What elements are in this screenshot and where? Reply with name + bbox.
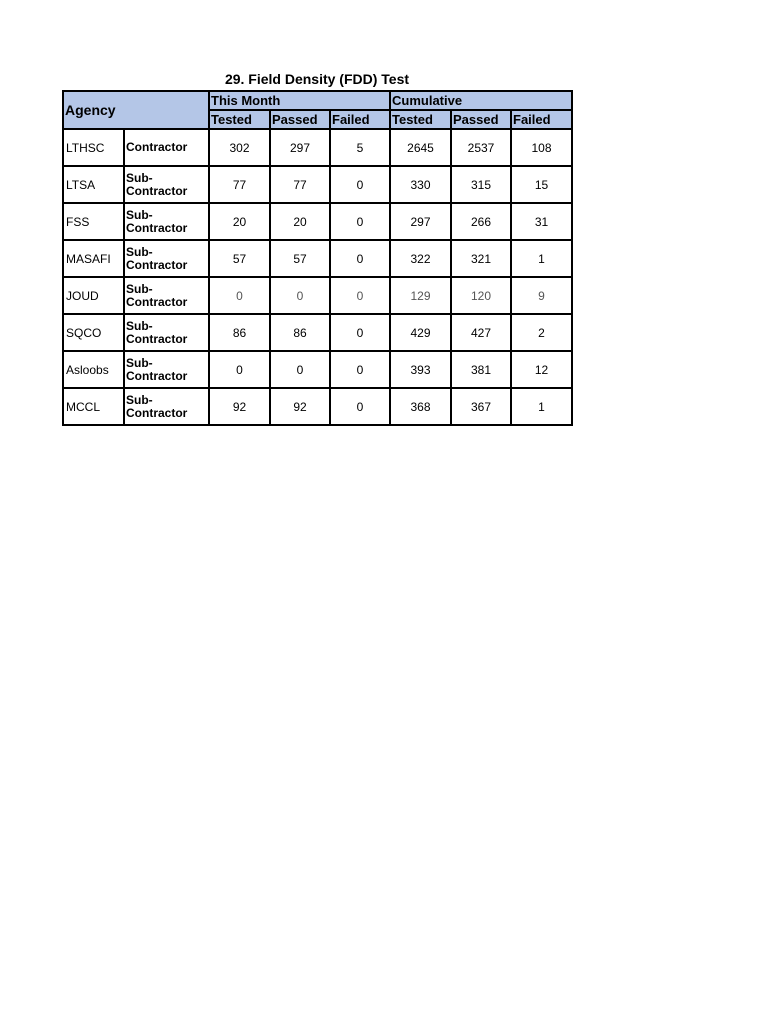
table-row bbox=[63, 240, 572, 277]
agency-cell: FSS bbox=[63, 203, 124, 240]
month-tested-cell: 77 bbox=[209, 166, 270, 203]
page-title: 29. Field Density (FDD) Test bbox=[224, 71, 410, 87]
role-cell: Sub-Contractor bbox=[124, 351, 209, 388]
month-failed-cell: 0 bbox=[330, 277, 390, 314]
cumulative-passed-header: Passed bbox=[451, 110, 511, 129]
role-cell: Contractor bbox=[124, 129, 209, 166]
cumulative-failed-cell: 1 bbox=[511, 388, 572, 425]
role-cell: Sub-Contractor bbox=[124, 277, 209, 314]
table-row bbox=[63, 388, 572, 425]
cumulative-failed-cell: 1 bbox=[511, 240, 572, 277]
month-tested-cell: 302 bbox=[209, 129, 270, 166]
cumulative-tested-cell: 368 bbox=[390, 388, 451, 425]
month-passed-cell: 0 bbox=[270, 351, 330, 388]
month-passed-cell: 57 bbox=[270, 240, 330, 277]
month-failed-cell: 5 bbox=[330, 129, 390, 166]
month-passed-cell: 20 bbox=[270, 203, 330, 240]
month-failed-cell: 0 bbox=[330, 166, 390, 203]
cumulative-tested-cell: 322 bbox=[390, 240, 451, 277]
role-cell: Sub-Contractor bbox=[124, 388, 209, 425]
agency-cell: MCCL bbox=[63, 388, 124, 425]
table-row bbox=[63, 203, 572, 240]
role-cell: Sub-Contractor bbox=[124, 203, 209, 240]
cumulative-tested-cell: 297 bbox=[390, 203, 451, 240]
cumulative-tested-cell: 129 bbox=[390, 277, 451, 314]
month-tested-header: Tested bbox=[209, 110, 270, 129]
month-tested-cell: 0 bbox=[209, 351, 270, 388]
cumulative-failed-cell: 108 bbox=[511, 129, 572, 166]
month-failed-header: Failed bbox=[330, 110, 390, 129]
cumulative-failed-cell: 31 bbox=[511, 203, 572, 240]
month-passed-cell: 92 bbox=[270, 388, 330, 425]
cumulative-failed-cell: 15 bbox=[511, 166, 572, 203]
role-cell: Sub-Contractor bbox=[124, 166, 209, 203]
table-row bbox=[63, 314, 572, 351]
this-month-header: This Month bbox=[209, 91, 390, 110]
table-row bbox=[63, 166, 572, 203]
cumulative-passed-cell: 381 bbox=[451, 351, 511, 388]
table-row bbox=[63, 277, 572, 314]
cumulative-tested-cell: 2645 bbox=[390, 129, 451, 166]
cumulative-failed-cell: 2 bbox=[511, 314, 572, 351]
cumulative-passed-cell: 266 bbox=[451, 203, 511, 240]
cumulative-passed-cell: 315 bbox=[451, 166, 511, 203]
month-failed-cell: 0 bbox=[330, 351, 390, 388]
agency-cell: MASAFI bbox=[63, 240, 124, 277]
month-failed-cell: 0 bbox=[330, 203, 390, 240]
month-passed-cell: 77 bbox=[270, 166, 330, 203]
cumulative-failed-cell: 9 bbox=[511, 277, 572, 314]
month-tested-cell: 0 bbox=[209, 277, 270, 314]
month-tested-cell: 20 bbox=[209, 203, 270, 240]
month-tested-cell: 92 bbox=[209, 388, 270, 425]
role-cell: Sub-Contractor bbox=[124, 240, 209, 277]
cumulative-tested-header: Tested bbox=[390, 110, 451, 129]
cumulative-passed-cell: 367 bbox=[451, 388, 511, 425]
cumulative-header: Cumulative bbox=[390, 91, 572, 110]
cumulative-failed-cell: 12 bbox=[511, 351, 572, 388]
agency-cell: Asloobs bbox=[63, 351, 124, 388]
cumulative-passed-cell: 321 bbox=[451, 240, 511, 277]
agency-cell: LTSA bbox=[63, 166, 124, 203]
fdd-test-table bbox=[62, 90, 573, 426]
cumulative-passed-cell: 120 bbox=[451, 277, 511, 314]
month-failed-cell: 0 bbox=[330, 388, 390, 425]
month-failed-cell: 0 bbox=[330, 240, 390, 277]
cumulative-passed-cell: 427 bbox=[451, 314, 511, 351]
month-failed-cell: 0 bbox=[330, 314, 390, 351]
cumulative-tested-cell: 429 bbox=[390, 314, 451, 351]
cumulative-failed-header: Failed bbox=[511, 110, 572, 129]
month-passed-cell: 0 bbox=[270, 277, 330, 314]
cumulative-passed-cell: 2537 bbox=[451, 129, 511, 166]
month-passed-cell: 86 bbox=[270, 314, 330, 351]
agency-header: Agency bbox=[63, 91, 209, 129]
cumulative-tested-cell: 393 bbox=[390, 351, 451, 388]
table-row bbox=[63, 351, 572, 388]
agency-cell: LTHSC bbox=[63, 129, 124, 166]
table-row bbox=[63, 129, 572, 166]
agency-cell: JOUD bbox=[63, 277, 124, 314]
agency-cell: SQCO bbox=[63, 314, 124, 351]
month-tested-cell: 57 bbox=[209, 240, 270, 277]
month-passed-header: Passed bbox=[270, 110, 330, 129]
month-tested-cell: 86 bbox=[209, 314, 270, 351]
role-cell: Sub-Contractor bbox=[124, 314, 209, 351]
cumulative-tested-cell: 330 bbox=[390, 166, 451, 203]
month-passed-cell: 297 bbox=[270, 129, 330, 166]
